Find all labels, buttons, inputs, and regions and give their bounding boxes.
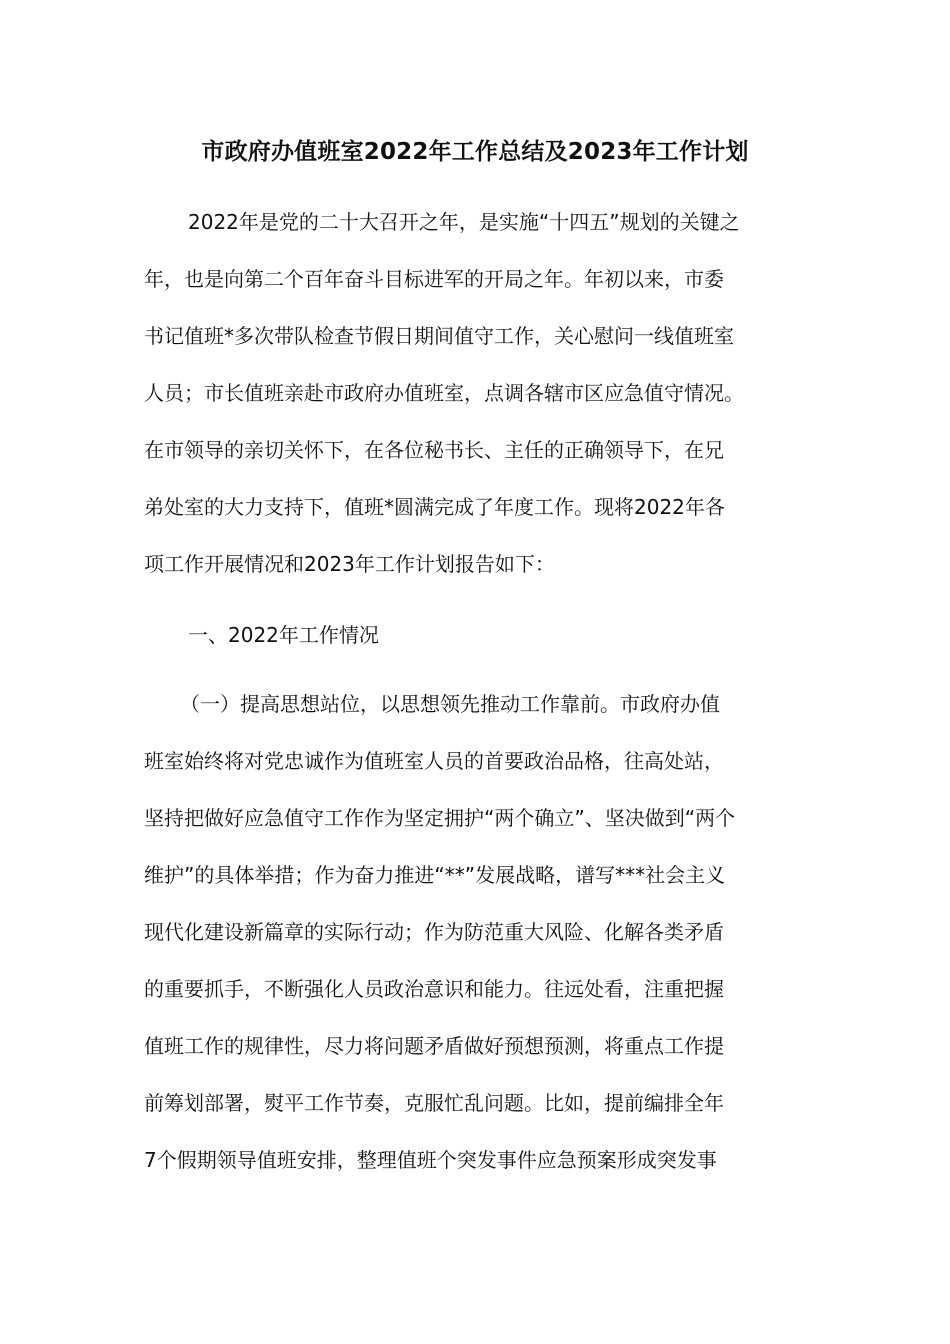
intro-line-5: 在市领导的亲切关怀下，在各位秘书长、主任的正确领导下，在兄: [144, 438, 724, 462]
document-title: 市政府办值班室2022年工作总结及2023年工作计划: [201, 139, 749, 165]
section-line-3: 坚持把做好应急值守工作作为坚定拥护“两个确立”、坚决做到“两个: [144, 806, 736, 830]
intro-line-4: 人员；市长值班亲赴市政府办值班室，点调各辖市区应急值守情况。: [144, 381, 744, 405]
intro-line-7: 项工作开展情况和2023年工作计划报告如下：: [144, 552, 555, 576]
section-line-4: 维护”的具体举措；作为奋力推进“**”发展战略，谱写***社会主义: [144, 863, 726, 887]
section-line-8: 前筹划部署，熨平工作节奏，克服忙乱问题。比如，提前编排全年: [144, 1091, 724, 1115]
section-line-1: （一）提高思想站位，以思想领先推动工作靠前。市政府办值: [180, 692, 720, 716]
intro-line-6: 弟处室的大力支持下，值班*圆满完成了年度工作。现将2022年各: [144, 495, 725, 519]
section-line-5: 现代化建设新篇章的实际行动；作为防范重大风险、化解各类矛盾: [144, 920, 724, 944]
intro-line-3: 书记值班*多次带队检查节假日期间值守工作，关心慰问一线值班室: [144, 324, 734, 348]
intro-line-1: 2022年是党的二十大召开之年，是实施“十四五”规划的关键之: [188, 210, 740, 234]
section-line-9: 7个假期领导值班安排，整理值班个突发事件应急预案形成突发事: [144, 1148, 717, 1172]
section-line-6: 的重要抓手，不断强化人员政治意识和能力。往远处看，注重把握: [144, 977, 724, 1001]
section-heading: 一、2022年工作情况: [188, 623, 379, 647]
section-line-7: 值班工作的规律性，尽力将问题矛盾做好预想预测，将重点工作提: [144, 1034, 724, 1058]
section-line-2: 班室始终将对党忠诚作为值班室人员的首要政治品格，往高处站，: [144, 749, 724, 773]
intro-line-2: 年，也是向第二个百年奋斗目标进军的开局之年。年初以来，市委: [144, 267, 724, 291]
